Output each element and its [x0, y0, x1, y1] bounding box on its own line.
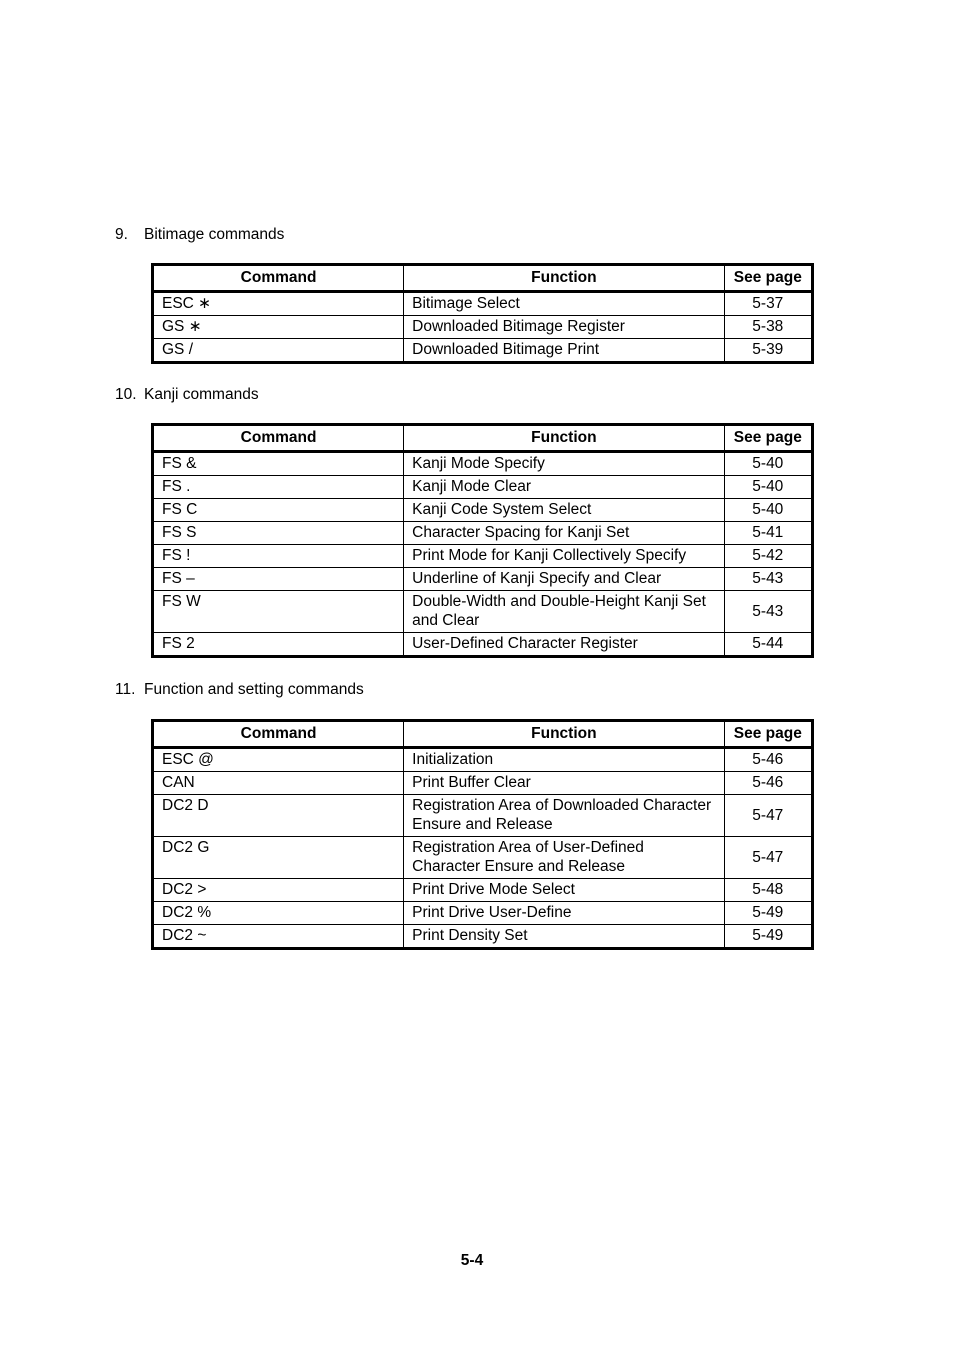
command-cell: DC2 ~: [153, 925, 404, 949]
header-function: Function: [404, 721, 724, 748]
command-cell: FS .: [153, 476, 404, 499]
table-header-row: [153, 721, 813, 748]
table-row: [153, 476, 813, 499]
header-see-page: See page: [724, 721, 812, 748]
command-cell: FS 2: [153, 633, 404, 657]
page-cell: 5-39: [724, 339, 812, 363]
command-cell: DC2 D: [153, 795, 404, 837]
page-cell: 5-40: [724, 452, 812, 476]
table-row: [153, 633, 813, 657]
table-row: [153, 452, 813, 476]
table-row: [153, 545, 813, 568]
page-cell: 5-46: [724, 772, 812, 795]
command-cell: FS –: [153, 568, 404, 591]
table-row: [153, 499, 813, 522]
page-cell: 5-47: [724, 837, 812, 879]
page-cell: 5-48: [724, 879, 812, 902]
section-number: 10.: [115, 386, 137, 403]
page-cell: 5-43: [724, 568, 812, 591]
table-row: [153, 879, 813, 902]
section-title: Bitimage commands: [144, 226, 285, 243]
header-command: Command: [153, 265, 404, 292]
table-row: [153, 772, 813, 795]
page-cell: 5-40: [724, 499, 812, 522]
command-cell: FS &: [162, 455, 197, 472]
function-cell: Downloaded Bitimage Register: [404, 316, 724, 339]
function-cell: Print Mode for Kanji Collectively Specify: [404, 545, 724, 568]
table-header-row: [153, 425, 813, 452]
table-row: [153, 837, 813, 879]
page-cell: 5-47: [724, 795, 812, 837]
command-cell: FS S: [153, 522, 404, 545]
command-cell: FS W: [153, 591, 404, 633]
section-heading-bitimage: [115, 226, 284, 244]
command-cell: GS /: [153, 339, 404, 363]
command-cell: GS ∗: [153, 316, 404, 339]
function-cell: Bitimage Select: [404, 292, 724, 316]
header-command: Command: [153, 721, 404, 748]
page-cell: 5-42: [724, 545, 812, 568]
table-row: [153, 591, 813, 633]
table-row: [153, 568, 813, 591]
section-number: 9.: [115, 226, 128, 243]
command-cell: DC2 G: [153, 837, 404, 879]
function-cell: Kanji Mode Specify: [404, 452, 724, 476]
command-cell: CAN: [153, 772, 404, 795]
table-row: [153, 316, 813, 339]
table-row: [153, 292, 813, 316]
table-row: [153, 925, 813, 949]
command-cell: FS C: [153, 499, 404, 522]
table-row: [153, 795, 813, 837]
bitimage-commands-table: [151, 263, 814, 364]
function-cell: User-Defined Character Register: [404, 633, 724, 657]
section-title: Function and setting commands: [144, 681, 364, 698]
page-cell: 5-49: [724, 925, 812, 949]
page-number: 5-4: [460, 1252, 484, 1269]
header-function: Function: [404, 265, 724, 292]
function-cell: Underline of Kanji Specify and Clear: [404, 568, 724, 591]
table-row: [153, 902, 813, 925]
function-cell: Initialization: [404, 748, 724, 772]
command-cell: DC2 %: [153, 902, 404, 925]
table-header-row: [153, 265, 813, 292]
function-cell: Registration Area of Downloaded Character Ensure and Release: [404, 795, 724, 837]
page-cell: 5-44: [724, 633, 812, 657]
section-heading-kanji: [115, 386, 259, 404]
page-cell: 5-46: [724, 748, 812, 772]
page-cell: 5-49: [724, 902, 812, 925]
table-row: [153, 748, 813, 772]
page-cell: 5-40: [724, 476, 812, 499]
function-cell: Kanji Code System Select: [404, 499, 724, 522]
table-row: [153, 522, 813, 545]
function-cell: Downloaded Bitimage Print: [404, 339, 724, 363]
function-cell: Print Drive User-Define: [404, 902, 724, 925]
page-cell: 5-41: [724, 522, 812, 545]
command-cell: DC2 >: [153, 879, 404, 902]
function-setting-commands-table: [151, 719, 814, 950]
kanji-commands-table: [151, 423, 814, 658]
function-cell: Print Drive Mode Select: [404, 879, 724, 902]
section-number: 11.: [115, 681, 136, 698]
function-cell: Print Density Set: [404, 925, 724, 949]
header-see-page: See page: [724, 425, 812, 452]
page-cell: 5-43: [724, 591, 812, 633]
function-cell: Registration Area of User-Defined Character Ensure and Release: [404, 837, 724, 879]
header-function: Function: [404, 425, 724, 452]
function-cell: Print Buffer Clear: [404, 772, 724, 795]
function-cell: Double-Width and Double-Height Kanji Set and Clear: [404, 591, 724, 633]
section-heading-function-setting: [115, 681, 364, 699]
table-row: [153, 339, 813, 363]
command-cell: FS !: [153, 545, 404, 568]
header-see-page: See page: [724, 265, 812, 292]
page-cell: 5-38: [724, 316, 812, 339]
command-cell: ESC ∗: [162, 295, 212, 312]
page-cell: 5-37: [724, 292, 812, 316]
command-cell: ESC @: [162, 751, 214, 768]
function-cell: Character Spacing for Kanji Set: [404, 522, 724, 545]
function-cell: Kanji Mode Clear: [404, 476, 724, 499]
header-command: Command: [153, 425, 404, 452]
section-title: Kanji commands: [144, 386, 259, 403]
